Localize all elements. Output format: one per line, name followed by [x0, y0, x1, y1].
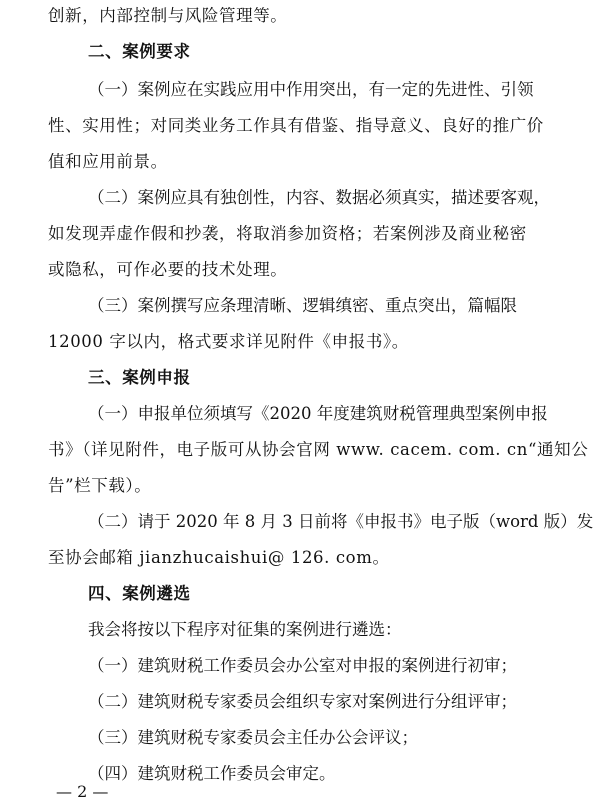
text-line: 如发现弄虚作假和抄袭，将取消参加资格；若案例涉及商业秘密	[48, 224, 527, 243]
text-line: （一）案例应在实践应用中作用突出，有一定的先进性、引领	[88, 80, 534, 99]
text-line: 值和应用前景。	[48, 152, 168, 171]
section-heading-selection: 四、案例遴选	[88, 584, 191, 603]
text-line: （一）建筑财税工作委员会办公室对申报的案例进行初审；	[88, 656, 517, 675]
text-line: 我会将按以下程序对征集的案例进行遴选：	[88, 620, 402, 639]
text-line: 告”栏下载）。	[48, 476, 152, 495]
section-heading-submission: 三、案例申报	[88, 368, 191, 387]
section-heading-requirements: 二、案例要求	[88, 42, 191, 61]
text-line: 创新，内部控制与风险管理等。	[48, 6, 288, 25]
text-line: 12000 字以内，格式要求详见附件《申报书》。	[48, 332, 409, 351]
text-line: （一）申报单位须填写《2020 年度建筑财税管理典型案例申报	[88, 404, 548, 423]
text-line: （四）建筑财税工作委员会审定。	[88, 764, 336, 783]
text-line: 性、实用性；对同类业务工作具有借鉴、指导意义、良好的推广价	[48, 116, 544, 135]
text-line: （二）请于 2020 年 8 月 3 日前将《申报书》电子版（word 版）发	[88, 512, 594, 531]
page-number: — 2 —	[56, 782, 109, 801]
text-line: （二）建筑财税专家委员会组织专家对案例进行分组评审；	[88, 692, 517, 711]
text-line: （三）案例撰写应条理清晰、逻辑缜密、重点突出，篇幅限	[88, 296, 517, 315]
text-line: （三）建筑财税专家委员会主任办公会评议；	[88, 728, 418, 747]
text-line: （二）案例应具有独创性，内容、数据必须真实，描述要客观，	[88, 188, 550, 207]
text-line: 或隐私，可作必要的技术处理。	[48, 260, 288, 279]
text-line: 书》（详见附件，电子版可从协会官网 www. cacem. com. cn“通知公	[48, 440, 589, 459]
text-line: 至协会邮箱 jianzhucaishui@ 126. com。	[48, 548, 390, 567]
